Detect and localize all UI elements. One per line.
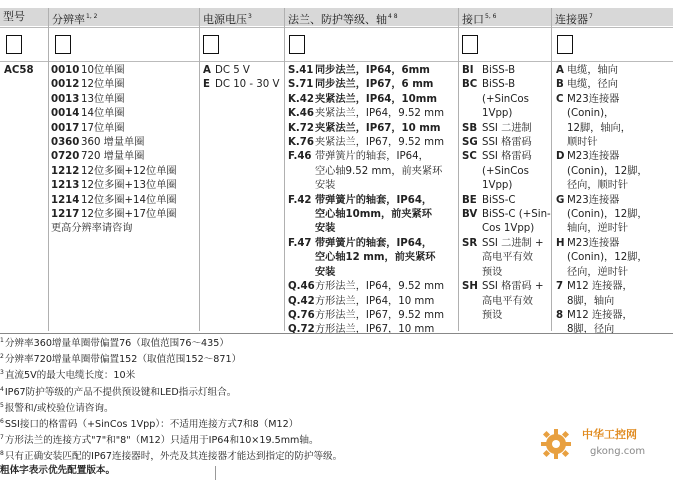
option-label: M12 连接器， — [567, 309, 633, 321]
option-label: (+SinCos — [482, 165, 529, 177]
option-label: 方形法兰，IP64，10 mm — [315, 295, 435, 307]
interface-option — [462, 237, 550, 251]
selection-row — [0, 27, 673, 62]
interface-option — [462, 194, 550, 208]
option-code: Q.72 — [288, 324, 315, 336]
option-code: A — [556, 65, 564, 76]
footnote — [0, 350, 673, 366]
option-label: 预设 — [482, 266, 503, 278]
option-code: SG — [462, 137, 478, 149]
connector-option — [556, 150, 672, 164]
footnote-number: 5 — [0, 401, 4, 409]
option-label: SSI 二进制 + — [482, 237, 544, 249]
option-label: (Conin)，12脚， — [567, 209, 648, 221]
footnote-text: 分辨率720增量单圈带偏置152（取值范围152～871） — [4, 354, 242, 366]
option-code: 0360 — [51, 137, 80, 149]
option-label: Cos 1Vpp) — [482, 223, 535, 235]
connector-option — [556, 136, 672, 150]
footnote-number: 4 — [0, 385, 4, 393]
connector-option — [556, 266, 672, 280]
header-flange: 法兰、防护等级、轴$^{4 8}$ — [284, 8, 458, 26]
option-code: 0014 — [51, 108, 80, 120]
connector-option — [556, 309, 672, 323]
option-label: 顺时针 — [567, 137, 598, 149]
interface-option — [462, 309, 550, 323]
flange-option — [288, 194, 456, 208]
connector-option — [556, 122, 672, 136]
option-label: M23连接器 — [567, 237, 620, 249]
interface-select-box[interactable] — [462, 35, 478, 54]
resolution-option — [51, 93, 197, 107]
footnote-text: SSI接口的格雷码（+SinCos 1Vpp）：不适用连接方式7和8（M12） — [4, 419, 299, 431]
option-code: 0013 — [51, 93, 80, 105]
option-label: 360 增量单圈 — [81, 137, 145, 149]
column-divider — [284, 8, 285, 331]
option-label: (Conin)， — [567, 108, 615, 120]
option-label: (+SinCos — [482, 93, 529, 105]
interface-option — [462, 78, 550, 92]
connector-option — [556, 64, 672, 78]
option-label: SSI 格雷码 — [482, 137, 532, 149]
option-code: BI — [462, 65, 474, 76]
header-resolution: 分辨率$^{1, 2}$ — [48, 8, 199, 26]
option-code: C — [556, 93, 564, 105]
flange-option — [288, 93, 456, 107]
option-label: 夹紧法兰，IP64，9.52 mm — [315, 108, 445, 120]
option-label: 12位多圈+14位单圈 — [81, 194, 177, 206]
table-header-row — [0, 8, 673, 26]
option-label: 带弹簧片的轴套，IP64， — [315, 151, 429, 163]
option-code: 1214 — [51, 194, 80, 206]
interface-option — [462, 136, 550, 150]
connector-option — [556, 107, 672, 121]
flange-column — [288, 64, 456, 338]
resolution-option — [51, 122, 197, 136]
resolution-option — [51, 136, 197, 150]
option-label: 径向，顺时针 — [567, 180, 629, 192]
option-label: 电缆，轴向 — [567, 65, 618, 76]
option-label: 轴向，逆时针 — [567, 223, 629, 235]
flange-option — [288, 251, 456, 265]
flange-option — [288, 208, 456, 222]
option-label: 方形法兰，IP67，9.52 mm — [315, 309, 445, 321]
resolution-option — [51, 107, 197, 121]
watermark-logo — [540, 424, 670, 466]
option-label: M12 连接器， — [567, 281, 633, 293]
connector-option — [556, 78, 672, 92]
option-code: E — [203, 79, 210, 91]
model-select-box[interactable] — [6, 35, 22, 54]
option-code: SB — [462, 122, 478, 134]
option-code: 8 — [556, 309, 564, 321]
flange-option — [288, 150, 456, 164]
flange-option — [288, 309, 456, 323]
option-label: 高电平有效 — [482, 295, 533, 307]
model-code: AC58 — [4, 65, 34, 76]
footnote — [0, 366, 673, 382]
footnote-text: IP67防护等级的产品不提供预设键和LED指示灯组合。 — [4, 386, 237, 398]
footnote — [0, 334, 673, 350]
option-label: 安装 — [315, 223, 336, 235]
option-code: 0012 — [51, 79, 80, 91]
option-label: 同步法兰，IP64，6mm — [315, 65, 430, 76]
option-label: 空心轴10mm，前夹紧环 — [315, 209, 432, 221]
option-code: SC — [462, 151, 477, 163]
resolution-option — [51, 208, 197, 222]
connector-option — [556, 237, 672, 251]
flange-option — [288, 64, 456, 78]
option-label: 14位单圈 — [81, 108, 125, 120]
option-code: F.46 — [288, 151, 312, 163]
footnote-number: 3 — [0, 369, 4, 377]
flange-option — [288, 179, 456, 193]
option-label: BiSS-C — [482, 194, 516, 206]
option-code: K.42 — [288, 93, 314, 105]
interface-option — [462, 122, 550, 136]
interface-option — [462, 222, 550, 236]
option-code: D — [556, 151, 565, 163]
resolution-option — [51, 179, 197, 193]
option-label: 空心轴12 mm，前夹紧环 — [315, 252, 436, 264]
interface-option — [462, 107, 550, 121]
flange-option — [288, 136, 456, 150]
option-code: 1213 — [51, 180, 80, 192]
option-code: K.72 — [288, 122, 314, 134]
connector-column — [556, 64, 672, 338]
option-label: 夹紧法兰，IP64，10mm — [315, 93, 437, 105]
resolution-select-box[interactable] — [55, 35, 71, 54]
flange-option — [288, 266, 456, 280]
option-label: 径向，逆时针 — [567, 266, 629, 278]
bold-note: 粗体字表示优先配置版本。 — [0, 464, 116, 476]
connector-option — [556, 251, 672, 265]
column-divider — [458, 8, 459, 331]
column-divider — [199, 8, 200, 331]
option-label: 12位多圈+17位单圈 — [81, 209, 177, 221]
divider — [215, 466, 216, 480]
option-code: 0017 — [51, 122, 80, 134]
option-label: 方形法兰，IP67，10 mm — [315, 324, 435, 336]
footnote-number: 6 — [0, 418, 4, 426]
option-label: SSI 格雷码 — [482, 151, 532, 163]
option-code: H — [556, 237, 565, 249]
footnote-number: 7 — [0, 434, 4, 442]
gear-icon — [540, 428, 572, 460]
interface-option — [462, 208, 550, 222]
option-code: F.47 — [288, 237, 312, 249]
header-voltage: 电源电压$^3$ — [199, 8, 284, 26]
option-code: BV — [462, 209, 478, 221]
footnote-text: 方形法兰的连接方式"7"和"8"（M12）只适用于IP64和10×19.5mm轴。 — [4, 435, 319, 447]
flange-option — [288, 78, 456, 92]
connector-select-box[interactable] — [557, 35, 573, 54]
column-divider — [551, 8, 552, 331]
option-label: 电缆，径向 — [567, 79, 618, 91]
footnote-number: 2 — [0, 353, 4, 361]
connector-option — [556, 179, 672, 193]
option-label: 空心轴9.52 mm，前夹紧环 — [315, 165, 443, 177]
resolution-option — [51, 165, 197, 179]
option-label: 更高分辨率请咨询 — [51, 223, 133, 235]
option-label: (Conin)，12脚， — [567, 252, 648, 264]
model-column — [4, 64, 34, 78]
footnote-number: 1 — [0, 337, 4, 344]
option-code: Q.42 — [288, 295, 315, 307]
flange-option — [288, 107, 456, 121]
option-label: 同步法兰，IP67，6 mm — [315, 79, 434, 91]
flange-option — [288, 122, 456, 136]
option-code: Q.76 — [288, 309, 315, 321]
option-label: 高电平有效 — [482, 252, 533, 264]
option-code: BE — [462, 194, 477, 206]
option-label: M23连接器 — [567, 194, 620, 206]
footnote-text: 分辨率360增量单圈带偏置76（取值范围76～435） — [4, 338, 229, 349]
option-label: 安装 — [315, 266, 336, 278]
option-label: 12位多圈+12位单圈 — [81, 165, 177, 177]
header-connector: 连接器$^7$ — [551, 8, 673, 26]
flange-option — [288, 295, 456, 309]
option-label: DC 10 - 30 V — [215, 79, 280, 91]
resolution-option — [51, 194, 197, 208]
option-code: Q.46 — [288, 281, 315, 293]
watermark-text: 中华工控网 — [582, 428, 637, 441]
option-code: 0720 — [51, 151, 80, 163]
interface-option — [462, 150, 550, 164]
option-label: 720 增量单圈 — [81, 151, 145, 163]
option-code: 1212 — [51, 165, 80, 177]
option-label: 方形法兰，IP64，9.52 mm — [315, 281, 445, 293]
footnote — [0, 383, 673, 399]
option-code: K.76 — [288, 137, 314, 149]
option-code: SR — [462, 237, 478, 249]
option-code: G — [556, 194, 565, 206]
option-code: 7 — [556, 281, 564, 293]
resolution-option — [51, 64, 197, 78]
option-label: 8脚，轴向 — [567, 295, 615, 307]
footnote-text: 只有正确安装匹配的IP67连接器时，外壳及其连接器才能达到指定的防护等级。 — [4, 451, 343, 463]
resolution-option — [51, 78, 197, 92]
option-code: 0010 — [51, 65, 80, 76]
connector-option — [556, 194, 672, 208]
connector-option — [556, 295, 672, 309]
footnote-number: 8 — [0, 450, 4, 458]
option-label: SSI 格雷码 + — [482, 281, 544, 293]
option-label: M23连接器 — [567, 151, 620, 163]
interface-option — [462, 280, 550, 294]
flange-select-box[interactable] — [289, 35, 305, 54]
option-label: 夹紧法兰，IP67，10 mm — [315, 122, 441, 134]
interface-column — [462, 64, 550, 323]
option-label: BiSS-B — [482, 79, 516, 91]
voltage-select-box[interactable] — [203, 35, 219, 54]
connector-option — [556, 165, 672, 179]
flange-option — [288, 165, 456, 179]
connector-option — [556, 208, 672, 222]
option-label: 1Vpp) — [482, 108, 513, 120]
column-divider — [48, 8, 49, 331]
option-code: SH — [462, 281, 478, 293]
option-label: 12位多圈+13位单圈 — [81, 180, 177, 192]
connector-option — [556, 93, 672, 107]
flange-option — [288, 280, 456, 294]
resolution-option — [51, 150, 197, 164]
option-label: SSI 二进制 — [482, 122, 532, 134]
interface-option — [462, 64, 550, 78]
option-label: 13位单圈 — [81, 93, 125, 105]
option-label: DC 5 V — [215, 65, 250, 76]
interface-option — [462, 165, 550, 179]
option-label: (Conin)，12脚， — [567, 165, 648, 177]
flange-option — [288, 222, 456, 236]
option-code: S.71 — [288, 79, 314, 91]
footnote-text: 报警和/或校验位请咨询。 — [4, 402, 114, 414]
header-model: 型号 — [3, 10, 25, 23]
flange-option — [288, 237, 456, 251]
connector-option — [556, 222, 672, 236]
option-label: 12脚，轴向， — [567, 122, 631, 134]
option-label: BiSS-B — [482, 65, 516, 76]
option-label: M23连接器 — [567, 93, 620, 105]
option-code: BC — [462, 79, 478, 91]
option-label: 10位单圈 — [81, 65, 125, 76]
option-label: 安装 — [315, 180, 336, 192]
voltage-option — [203, 64, 283, 78]
interface-option — [462, 251, 550, 265]
option-label: 带弹簧片的轴套，IP64， — [315, 237, 433, 249]
interface-option — [462, 266, 550, 280]
resolution-column — [51, 64, 197, 237]
voltage-column — [203, 64, 283, 93]
footnote — [0, 399, 673, 415]
option-code: K.46 — [288, 108, 314, 120]
voltage-option — [203, 78, 283, 92]
option-label: 1Vpp) — [482, 180, 513, 192]
interface-option — [462, 179, 550, 193]
option-label: 8脚，径向 — [567, 324, 615, 336]
option-label: 12位单圈 — [81, 79, 125, 91]
resolution-option — [51, 222, 197, 236]
option-label: 带弹簧片的轴套，IP64， — [315, 194, 433, 206]
option-label: 预设 — [482, 309, 503, 321]
option-code: 1217 — [51, 209, 80, 221]
option-code: A — [203, 65, 211, 76]
footnote-text: 直流5V的最大电缆长度：10米 — [4, 370, 136, 382]
watermark-domain: gkong.com — [590, 446, 646, 457]
header-interface: 接口$^{5, 6}$ — [458, 8, 551, 26]
connector-option — [556, 280, 672, 294]
interface-option — [462, 295, 550, 309]
interface-option — [462, 93, 550, 107]
option-label: 17位单圈 — [81, 122, 125, 134]
option-label: 夹紧法兰，IP67，9.52 mm — [315, 137, 445, 149]
option-code: B — [556, 79, 564, 91]
option-code: S.41 — [288, 65, 314, 76]
option-code: F.42 — [288, 194, 312, 206]
option-label: BiSS-C (+Sin- — [482, 209, 551, 221]
